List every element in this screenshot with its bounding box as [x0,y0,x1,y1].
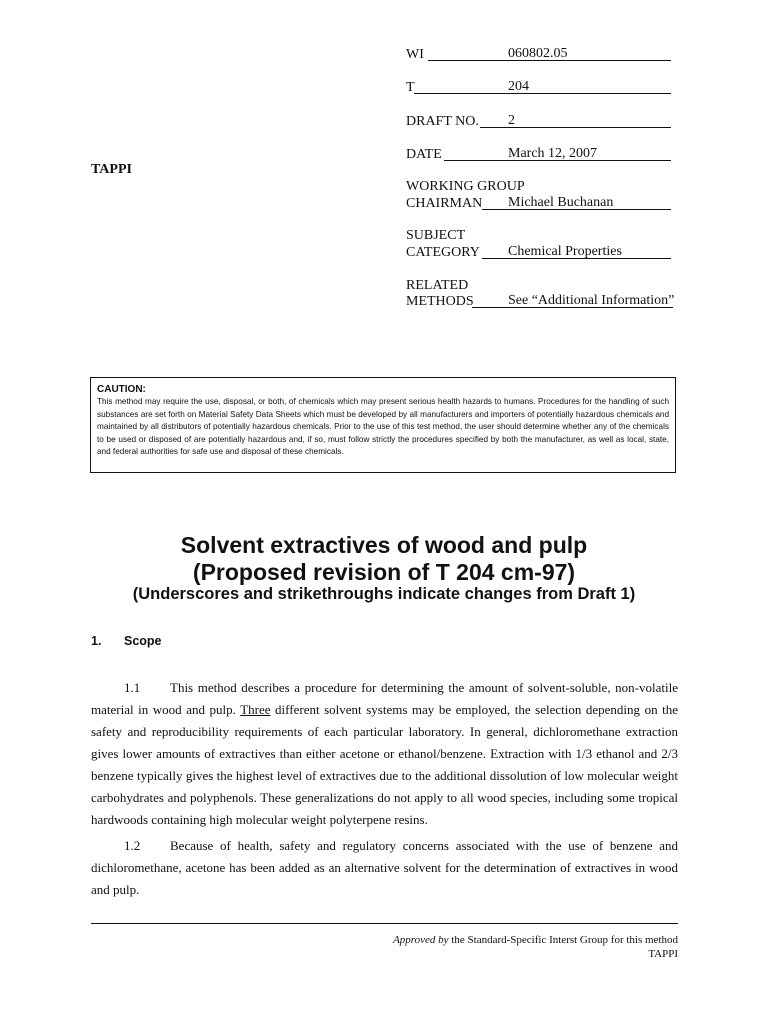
document-subtitle: (Proposed revision of T 204 cm-97) [192,559,576,585]
meta-value: See “Additional Information” [508,293,675,308]
meta-value: Chemical Properties [508,244,622,259]
footer-org: TAPPI [648,948,678,960]
caution-box [90,377,676,473]
underlined-change: Three [240,702,271,717]
meta-date [406,146,442,163]
footer-approval [393,933,678,947]
caution-text: This method may require the use, disposal, or both, of chemicals which may present serious health hazards to humans. Procedures for the handling of such substances are set forth on Material Safety Data Sheets which must be developed by all manufacturers and importers of potentially hazardous chemicals and maintained by all distributors of potentially hazardous chemicals. Prior to the use of this test method, the user should determine whether any of the chemicals to be used or disposed of are potentially hazardous and, if so, must follow strictly the procedures specified by both the manufacturer, as well as local, state, and federal authorities for safe use and disposal of these chemicals. [97,397,669,457]
section-title: Scope [124,634,162,648]
meta-label: DATE [406,147,442,162]
meta-subject [406,227,465,244]
paragraph-text: Because of health, safety and regulatory concerns associated with the use of benzene and dichloromethane, acetone has been added as an alternative solvent for the determination of extractives in wood and pulp. [91,838,678,897]
footer-approved-by: Approved by [393,934,449,946]
meta-value: 060802.05 [508,46,568,61]
meta-value: 204 [508,79,529,94]
meta-label: RELATED [406,278,469,293]
meta-draft-no [406,113,479,130]
org-name: TAPPI [91,162,132,177]
footer-divider [91,923,678,924]
section-number: 1. [91,634,102,648]
meta-methods [406,293,474,310]
paragraph-number: 1.2 [124,838,141,853]
meta-value: Michael Buchanan [508,195,614,210]
paragraph-1-1 [91,677,678,831]
section-heading [91,634,162,648]
footer-approval-text: the Standard-Specific Interst Group for this method [448,934,678,946]
meta-label: T [406,80,415,95]
meta-label: WORKING GROUP [406,179,525,194]
meta-working-group [406,178,525,195]
meta-wi [406,46,424,63]
meta-label: METHODS [406,294,474,309]
revision-note: (Underscores and strikethroughs indicate changes from Draft 1) [132,585,636,603]
meta-label: DRAFT NO. [406,114,479,129]
meta-value: 2 [508,113,515,128]
meta-underline [414,79,671,94]
meta-label: CATEGORY [406,245,480,260]
caution-title: CAUTION: [97,384,146,395]
meta-value: March 12, 2007 [508,146,598,161]
meta-related [406,277,468,294]
meta-category [406,244,480,261]
paragraph-text: different solvent systems may be employed, the selection depending on the safety and reproducibility requirements of each particular laboratory. In general, dichloromethane extraction gives lower amounts of extractives than either acetone or ethanol/benzene. Extraction with 1/3 ethanol and 2/3 benzene typically gives the highest level of extractives due to the additional dissolution of low molecular weight carbohydrates and polyphenols. These generalizations do not apply to all wood species, including some tropical hardwoods containing high molecular weight polyterpene resins. [91,702,679,827]
document-title: Solvent extractives of wood and pulp [180,532,588,558]
paragraph-number: 1.1 [124,680,141,695]
paragraph-1-2 [91,835,678,901]
meta-label: WI [406,47,424,62]
paragraph-text: This method describes a procedure for determining the amount of solvent-soluble, non-volatile material in wood and pulp. [91,680,678,717]
meta-chairman [406,195,482,212]
meta-label: SUBJECT [406,228,466,243]
meta-label: CHAIRMAN [406,196,483,211]
